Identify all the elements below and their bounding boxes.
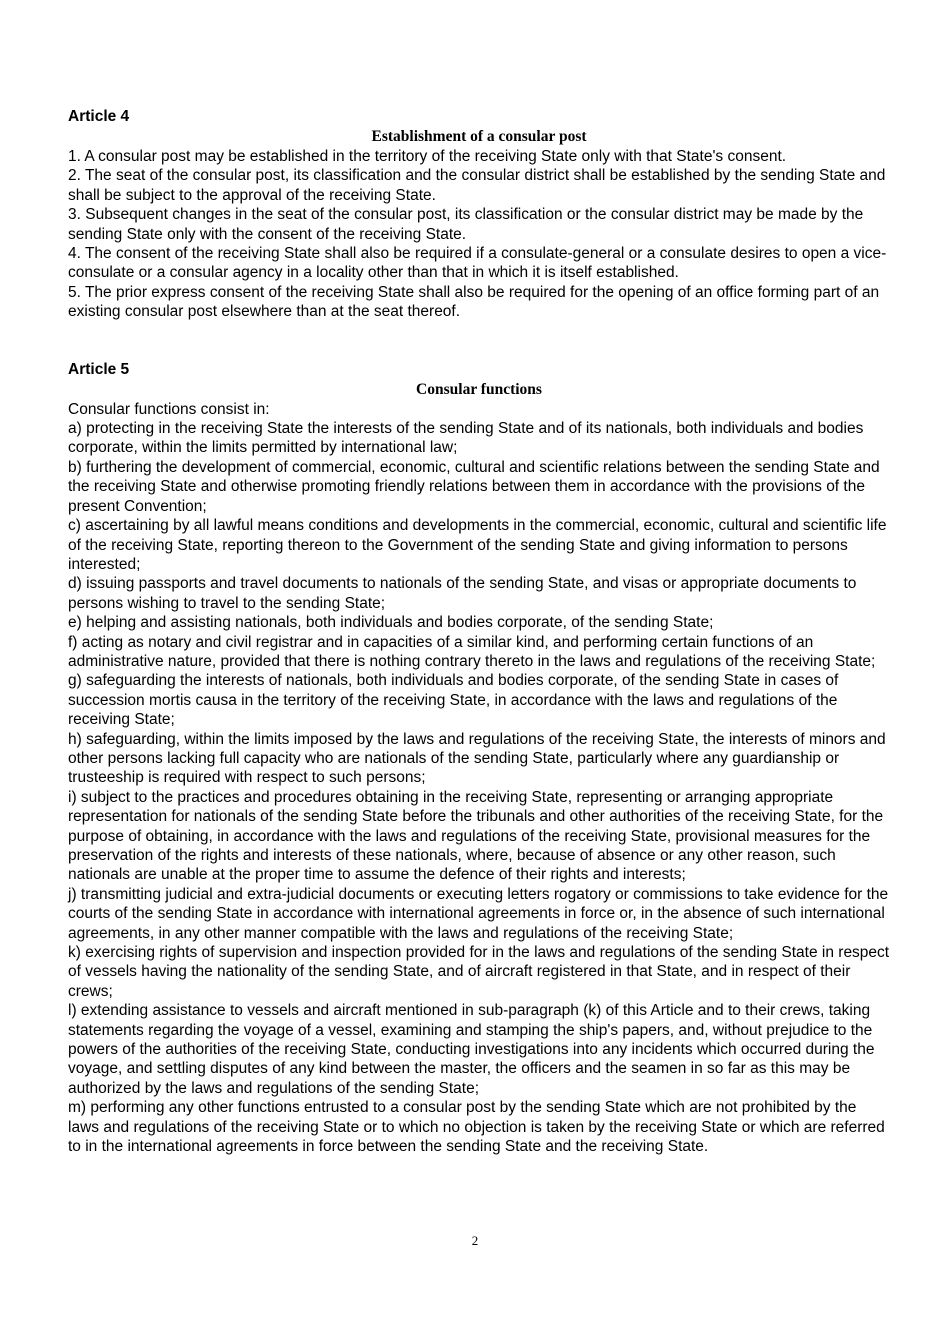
document-page [68,107,890,1157]
article-5-heading: Article 5 [68,360,130,378]
article-4-paragraph-2: 2. The seat of the consular post, its classification and the consular district shall be established by the sending State and shall be subject to the approval of the receiving State. [68,167,886,204]
article-4-paragraph-3: 3. Subsequent changes in the seat of the consular post, its classification or the consular district may be made by the sending State only with the consent of the receiving State. [68,206,864,243]
article-5-item-a: a) protecting in the receiving State the interests of the sending State and of its nationals, both individuals and bodies corporate, within the limits permitted by international law; [68,420,864,457]
article-5-section [68,360,890,1157]
article-5-item-k: k) exercising rights of supervision and inspection provided for in the laws and regulations of the sending State in respect of vessels having the nationality of the sending State, and of aircraft registered in that State, and in respect of their crews; [68,944,890,1000]
article-5-item-f: f) acting as notary and civil registrar and in capacities of a similar kind, and performing certain functions of an administrative nature, provided that there is nothing contrary thereto in the laws and regulations of the receiving State; [68,633,876,670]
article-4-section [68,107,890,322]
article-5-subtitle: Consular functions [416,380,542,398]
article-5-item-c: c) ascertaining by all lawful means conditions and developments in the commercial, economic, cultural and scientific life of the receiving State, reporting thereon to the Government of the sending State and giving information to persons interested; [68,517,887,573]
article-5-item-j: j) transmitting judicial and extra-judicial documents or executing letters rogatory or commissions to take evidence for the courts of the sending State in accordance with international agreements in force or, in the absence of such international agreements, in any other manner compatible with the laws and regulations of the receiving State; [68,885,889,942]
article-5-item-m: m) performing any other functions entrusted to a consular post by the sending State which are not prohibited by the laws and regulations of the receiving State or to which no objection is taken by the receiving State or which are referred to in the international agreements in force between the sending State and the receiving State. [68,1099,885,1156]
section-spacer [68,322,890,360]
article-5-item-e: e) helping and assisting nationals, both individuals and bodies corporate, of the sending State; [68,614,714,632]
article-5-intro: Consular functions consist in: [68,400,270,418]
article-4-heading: Article 4 [68,108,130,125]
article-4-paragraph-5: 5. The prior express consent of the receiving State shall also be required for the opening of an office forming part of an existing consular post elsewhere than at the seat thereof. [68,283,880,321]
article-5-item-d: d) issuing passports and travel documents to nationals of the sending State, and visas or appropriate documents to persons wishing to travel to the sending State; [68,575,857,612]
article-5-item-l: l) extending assistance to vessels and aircraft mentioned in sub-paragraph (k) of this Article and to their crews, taking statements regarding the voyage of a vessel, examining and stamping the ship's papers, and, without prejudice to the powers of the authorities of the receiving State, conducting investigations into any incidents which occurred during the voyage, and settling disputes of any kind between the master, the officers and the seamen in so far as this may be authorized by the laws and regulations of the sending State; [68,1002,875,1097]
article-4-subtitle: Establishment of a consular post [371,128,587,145]
article-5-item-g: g) safeguarding the interests of nationals, both individuals and bodies corporate, of the sending State in cases of succession mortis causa in the territory of the receiving State, in accordance with the laws and regulations of the receiving State; [68,672,839,729]
article-4-paragraph-1: 1. A consular post may be established in the territory of the receiving State only with that State's consent. [68,148,787,165]
article-5-item-i: i) subject to the practices and procedures obtaining in the receiving State, representing or arranging appropriate representation for nationals of the sending State before the tribunals and other authorities of the receiving State, for the purpose of obtaining, in accordance with the laws and regulations of the receiving State, provisional measures for the preservation of the rights and interests of these nationals, where, because of absence or any other reason, such nationals are unable at the proper time to assume the defence of their rights and interests; [68,788,884,884]
article-4-paragraph-4: 4. The consent of the receiving State shall also be required if a consulate-general or a consulate desires to open a vice-consulate or a consular agency in a locality other than that in which it is itself established. [68,245,887,282]
article-5-item-b: b) furthering the development of commercial, economic, cultural and scientific relations between the sending State and the receiving State and otherwise promoting friendly relations between them in accordance with the provisions of the present Convention; [68,458,880,515]
article-5-item-h: h) safeguarding, within the limits imposed by the laws and regulations of the receiving State, the interests of minors and other persons lacking full capacity who are nationals of the sending State, particularly where any guardianship or trusteeship is required with respect to such persons; [68,730,886,787]
page-number: 2 [471,1233,479,1248]
